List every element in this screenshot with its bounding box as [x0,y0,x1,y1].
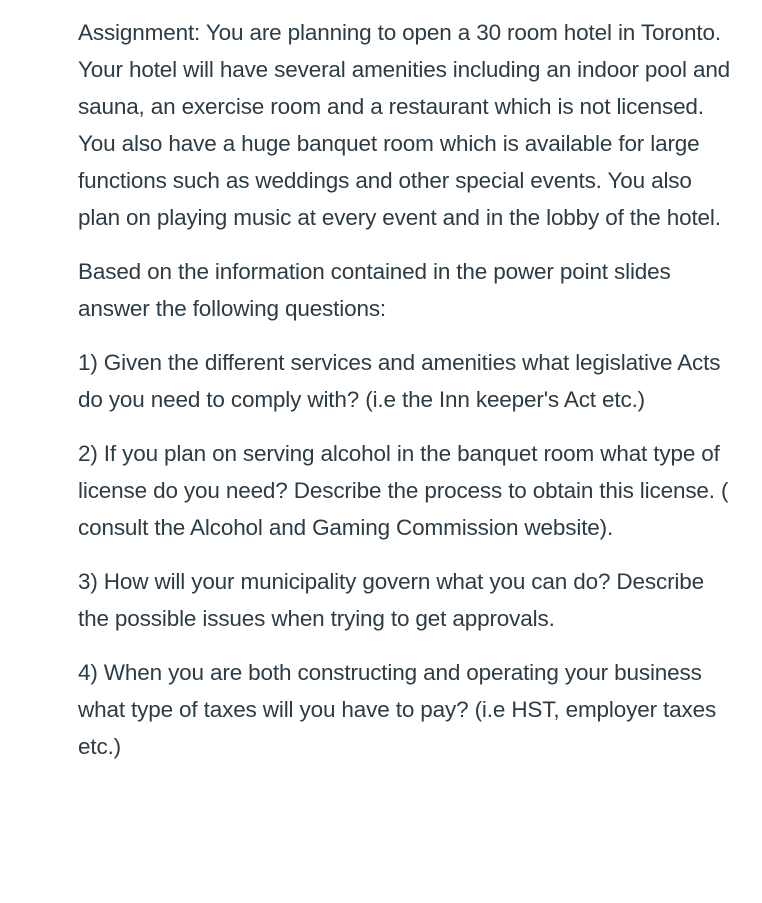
question-1: 1) Given the different services and amenities what legislative Acts do you need to comply with? (i.e the Inn keeper's Act etc.) [78,350,721,412]
question-3: 3) How will your municipality govern what you can do? Describe the possible issues when trying to get approvals. [78,569,704,631]
instructions-paragraph: Based on the information contained in the power point slides answer the following questions: [78,259,671,321]
assignment-intro-paragraph: Assignment: You are planning to open a 30 room hotel in Toronto. Your hotel will have several amenities including an indoor pool and sauna, an exercise room and a restaurant which is not licensed. You also have a huge banquet room which is available for large functions such as weddings and other special events. You also plan on playing music at every event and in the lobby of the hotel. [78,20,731,230]
question-2: 2) If you plan on serving alcohol in the banquet room what type of license do you need? Describe the process to obtain this license. ( consult the Alcohol and Gaming Commission website). [78,441,729,540]
question-4: 4) When you are both constructing and operating your business what type of taxes will you have to pay? (i.e HST, employer taxes etc.) [78,660,717,759]
